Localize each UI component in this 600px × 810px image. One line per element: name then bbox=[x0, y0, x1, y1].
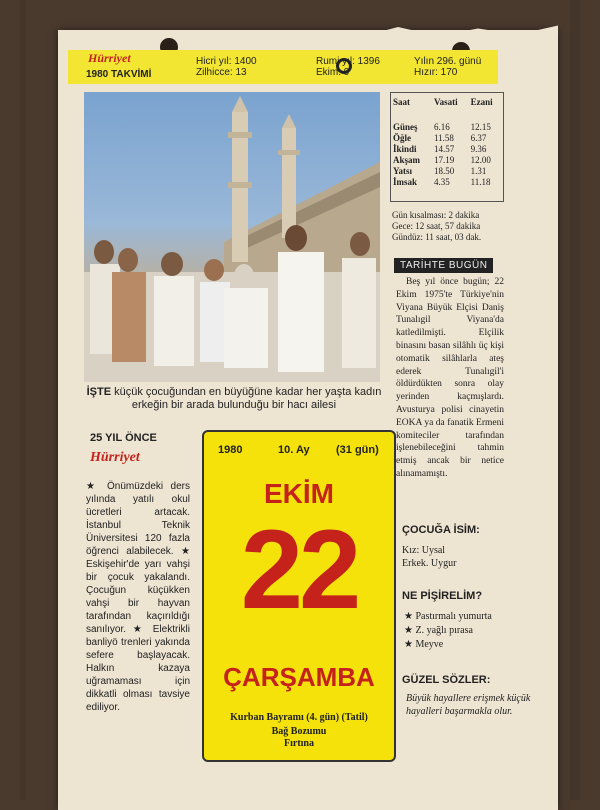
caption-lead: İŞTE bbox=[86, 386, 112, 398]
holiday-note: Kurban Bayramı (4. gün) (Tatil) bbox=[230, 712, 368, 723]
menu-item: ★ Pastırmalı yumurta bbox=[404, 611, 492, 622]
prayer-times-table bbox=[390, 92, 504, 202]
prayer-row bbox=[391, 177, 503, 188]
day-length-info bbox=[392, 210, 481, 243]
prayer-ezani: 12.00 bbox=[470, 155, 491, 165]
prayer-ezani: 9.36 bbox=[470, 144, 487, 154]
prayer-vasati: 14.57 bbox=[434, 144, 455, 154]
day-shortening: Gün kısalması: 2 dakika bbox=[392, 210, 480, 220]
prayer-row bbox=[391, 122, 503, 133]
prayer-row bbox=[391, 155, 503, 166]
calendar-month-days: (31 gün) bbox=[336, 444, 379, 456]
wood-grain bbox=[570, 0, 580, 800]
quote-title: GÜZEL SÖZLER: bbox=[402, 674, 491, 686]
wood-grain bbox=[20, 0, 26, 800]
cooking-title: NE PİŞİRELİM? bbox=[402, 590, 483, 602]
hurriyet-logo: Hürriyet bbox=[90, 450, 140, 465]
calendar-weekday: ÇARŞAMBA bbox=[223, 662, 375, 692]
names-title: ÇOCUĞA İSİM: bbox=[402, 524, 480, 536]
hurriyet-logo: Hürriyet bbox=[88, 51, 131, 65]
menu-item: ★ Z. yağlı pırasa bbox=[404, 625, 473, 636]
header-bar bbox=[68, 50, 498, 84]
cooking-list bbox=[404, 610, 492, 652]
boy-name: Erkek. Uygur bbox=[402, 558, 457, 569]
prayer-header: Ezani bbox=[470, 97, 493, 107]
prayer-header: Vasati bbox=[434, 97, 458, 107]
prayer-vasati: 6.16 bbox=[434, 122, 450, 132]
prayer-name: Öğle bbox=[393, 133, 411, 143]
weather-note: Fırtına bbox=[284, 738, 314, 749]
prayer-row bbox=[391, 166, 503, 177]
prayer-ezani: 12.15 bbox=[470, 122, 491, 132]
prayer-vasati: 11.58 bbox=[434, 133, 454, 143]
hicri-year: Hicri yıl: 1400 bbox=[196, 56, 257, 67]
history-title: TARİHTE BUGÜN bbox=[394, 258, 493, 273]
prayer-name: Yatsı bbox=[393, 166, 413, 176]
years-ago-title: 25 YIL ÖNCE bbox=[90, 432, 157, 444]
prayer-vasati: 17.19 bbox=[434, 155, 455, 165]
rumi-year: Rumi yıl: 1396 bbox=[316, 56, 380, 67]
history-text: Beş yıl önce bugün; 22 Ekim 1975'te Türkiye'nin Viyana Büyük Elçisi Daniş Tunalıgil Viyana'da katledilmişti. Elçilik binasını basan silâhlı üç kişi otomatik silâhlarla ateş ederek Tunalıgil'i öldürdükten sonra olay yerinden kaçmışlardı. Avusturya polisi cinayetin EOKA ya da fanatik Ermeni komiteciler tarafından işlenebileceğini tahmin etmiş ancak bir netice alınamamıştı. bbox=[396, 277, 504, 479]
season-note: Bağ Bozumu bbox=[271, 726, 327, 737]
calendar-year: 1980 bbox=[218, 444, 243, 456]
prayer-vasati: 4.35 bbox=[434, 177, 450, 187]
prayer-row bbox=[391, 133, 503, 144]
prayer-ezani: 11.18 bbox=[470, 177, 491, 187]
calendar-day-card bbox=[202, 430, 396, 762]
prayer-name: Akşam bbox=[393, 155, 421, 165]
takvim-label: 1980 TAKVİMİ bbox=[86, 69, 152, 80]
quote-text: Büyük hayallere erişmek küçük hayalleri başarmakla olur. bbox=[406, 693, 531, 717]
prayer-row bbox=[391, 144, 503, 155]
prayer-vasati: 18.50 bbox=[434, 166, 455, 176]
photo-caption bbox=[84, 386, 384, 412]
caption-text: küçük çocuğundan en büyüğüne kadar her yaşta kadın erkeğin bir arada bulunduğu bir hacı ailesi bbox=[114, 386, 382, 411]
prayer-ezani: 1.31 bbox=[470, 166, 487, 176]
night-length: Gece: 12 saat, 57 dakika bbox=[392, 221, 481, 231]
girl-name: Kız: Uysal bbox=[402, 545, 446, 556]
hizir-day: Hızır: 170 bbox=[414, 67, 458, 78]
menu-item: ★ Meyve bbox=[404, 639, 444, 650]
prayer-ezani: 6.37 bbox=[470, 133, 487, 143]
prayer-name: İmsak bbox=[393, 177, 418, 187]
year-day: Yılın 296. günü bbox=[414, 56, 482, 67]
calendar-day-number: 22 bbox=[240, 507, 358, 632]
years-ago-text: ★ Önümüzdeki ders yılında yatılı okul ücretleri artacak. İstanbul Teknik Üniversitesi 120 fazla öğrenci alabilecek. ★ Eskişehir'de yarı vahşi bir çocuk yakalandı. Çocuğun küçükken vahşi bir hayvan tarafından kaçırıldığı sanılıyor. ★ Elektrikli banliyö trenleri yakında sefere başlayacak. Halkın kazaya uğramaması için dikkatli olması tavsiye ediliyor. bbox=[86, 481, 190, 713]
prayer-header: Saat bbox=[393, 97, 411, 107]
calendar-month: EKİM bbox=[264, 478, 334, 509]
calendar-month-no: 10. Ay bbox=[278, 444, 310, 456]
hicri-month: Zilhicce: 13 bbox=[196, 67, 247, 78]
rumi-month: Ekim: 9 bbox=[316, 67, 350, 78]
day-length: Gündüz: 11 saat, 03 dak. bbox=[392, 232, 482, 242]
prayer-name: İkindi bbox=[393, 144, 417, 154]
hajj-photo bbox=[84, 92, 380, 382]
names-list bbox=[402, 544, 456, 570]
prayer-name: Güneş bbox=[393, 122, 418, 132]
